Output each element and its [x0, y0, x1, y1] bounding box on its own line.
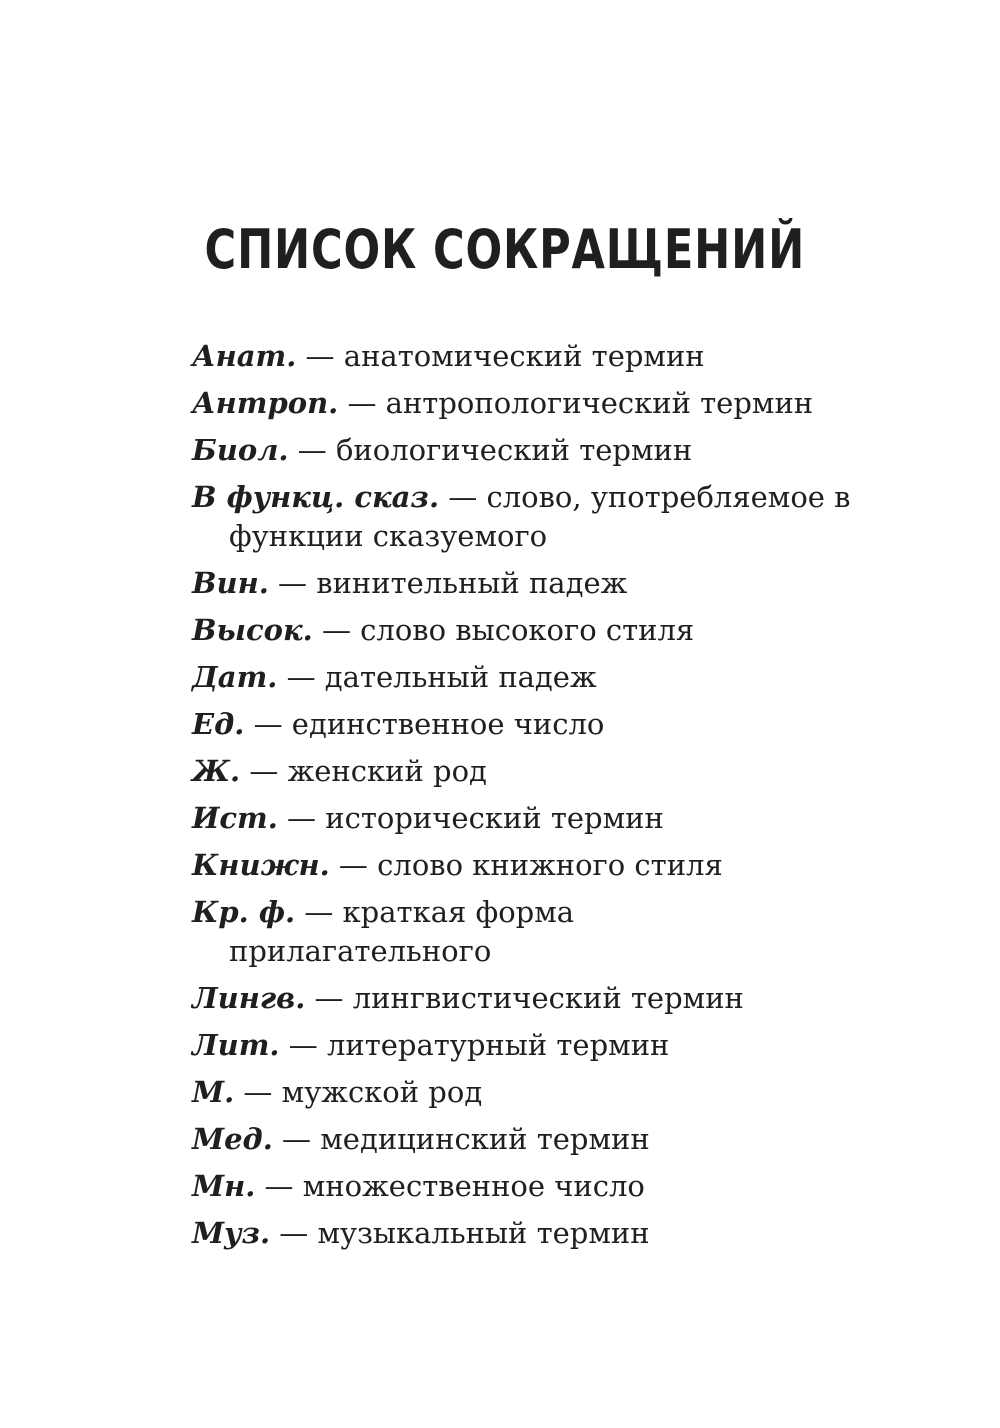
list-item [192, 846, 892, 885]
list-item [192, 384, 892, 423]
list-item [192, 1120, 892, 1159]
abbreviation-definition: — музыкальный термин [270, 1216, 650, 1250]
abbreviation-definition: — анатомический термин [296, 339, 705, 373]
abbreviation-term: Книжн. [192, 848, 330, 882]
abbreviation-term: Лит. [192, 1028, 280, 1062]
abbreviation-definition: — медицинский термин [272, 1122, 650, 1156]
abbreviation-definition: — единственное число [244, 707, 605, 741]
abbreviation-term: Высок. [192, 613, 313, 647]
list-item [192, 564, 892, 603]
list-item [192, 1026, 892, 1065]
list-item [192, 478, 869, 556]
list-item [192, 1214, 892, 1253]
abbreviation-definition: — лингвистический термин [305, 981, 744, 1015]
abbreviation-term: Вин. [192, 566, 269, 600]
abbreviation-term: Антроп. [192, 386, 339, 420]
abbreviation-term: Ед. [192, 707, 245, 741]
list-item [192, 1073, 892, 1112]
abbreviation-definition: — множественное число [255, 1169, 645, 1203]
abbreviation-term: Ж. [192, 754, 241, 788]
abbreviation-definition: — антропологический термин [338, 386, 814, 420]
list-item [192, 658, 892, 697]
abbreviation-definition: — исторический термин [277, 801, 664, 835]
abbreviation-definition: — слово книжного стиля [329, 848, 723, 882]
abbreviation-term: Кр. ф. [192, 895, 296, 929]
abbreviation-term: Мед. [192, 1122, 273, 1156]
abbreviation-definition: — винительный падеж [268, 566, 628, 600]
list-item [192, 799, 892, 838]
abbreviation-term: Дат. [192, 660, 278, 694]
list-item [192, 705, 892, 744]
abbreviation-term: Ист. [192, 801, 278, 835]
list-item [192, 431, 892, 470]
abbreviation-definition: — мужской род [234, 1075, 483, 1109]
list-item [192, 752, 892, 791]
list-item [192, 979, 892, 1018]
abbreviation-definition: — женский род [240, 754, 487, 788]
list-item [192, 893, 649, 971]
list-item [192, 1167, 892, 1206]
abbreviation-list [192, 337, 892, 1261]
abbreviation-definition: — краткая форма прилагательного [229, 895, 575, 968]
page-title: СПИСОК СОКРАЩЕНИЙ [204, 218, 806, 281]
list-item [192, 611, 892, 650]
abbreviation-definition: — слово высокого стиля [312, 613, 695, 647]
abbreviation-definition: — литературный термин [279, 1028, 670, 1062]
abbreviation-term: М. [192, 1075, 235, 1109]
abbreviation-definition: — дательный падеж [277, 660, 597, 694]
abbreviation-term: Биол. [192, 433, 289, 467]
list-item [192, 337, 892, 376]
abbreviation-definition: — биологический термин [288, 433, 693, 467]
abbreviation-term: Мн. [192, 1169, 256, 1203]
abbreviation-term: Анат. [192, 339, 297, 373]
abbreviation-term: Лингв. [192, 981, 306, 1015]
abbreviation-term: Муз. [192, 1216, 271, 1250]
abbreviation-term: В функц. сказ. [192, 480, 440, 514]
abbreviation-definition: — слово, употребляемое в функции сказуемого [229, 480, 851, 553]
